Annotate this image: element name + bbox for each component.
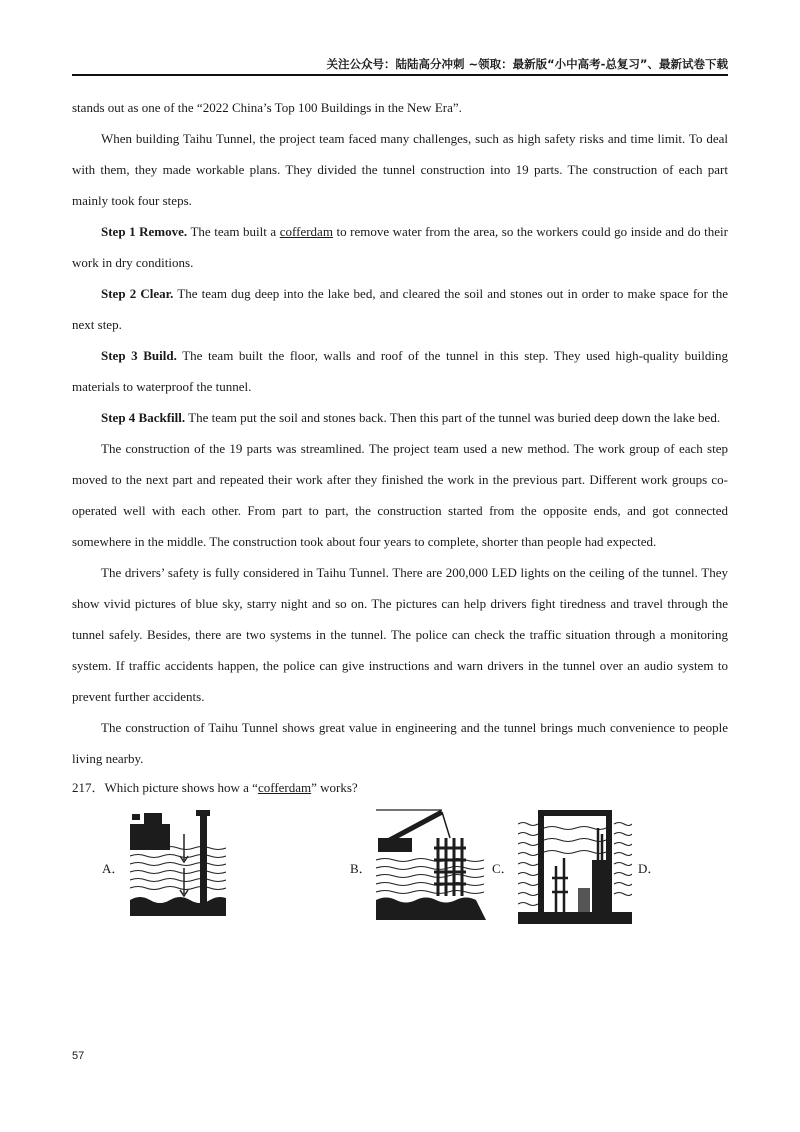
question-post: ” works? xyxy=(311,780,358,795)
page-header xyxy=(72,56,728,76)
step2-label: Step 2 Clear. xyxy=(101,286,174,301)
paragraph-step1 xyxy=(72,216,728,278)
paragraph-step4 xyxy=(72,402,728,433)
header-text: 关注公众号：陆陆高分冲刺 ~领取：最新版“小中高考-总复习”、最新试卷下载 xyxy=(326,57,728,71)
question-number: 217． xyxy=(72,780,105,795)
option-c-label[interactable]: C． xyxy=(492,861,514,876)
step4-label: Step 4 Backfill. xyxy=(101,410,186,425)
paragraph-step2 xyxy=(72,278,728,340)
option-a-label[interactable]: A． xyxy=(102,861,125,876)
step1-pre: The team built a xyxy=(187,224,280,239)
step4-text: The team put the soil and stones back. Then this part of the tunnel was buried deep down the lake bed. xyxy=(185,410,721,425)
paragraph-continued: stands out as one of the “2022 China’s Top 100 Buildings in the New Era”. xyxy=(72,100,462,115)
question-217 xyxy=(72,774,728,802)
step1-label: Step 1 Remove. xyxy=(101,224,188,239)
step2-text: The team dug deep into the lake bed, and cleared the soil and stones out in order to make space for the next step. xyxy=(72,286,729,332)
passage-content xyxy=(72,92,728,936)
step3-text: The team built the floor, walls and roof of the tunnel in this step. They used high-quality building materials to waterproof the tunnel. xyxy=(72,348,728,394)
step1-underlined-word: cofferdam xyxy=(279,224,333,239)
answer-options xyxy=(72,806,728,936)
paragraph-safety: The drivers’ safety is fully considered in Taihu Tunnel. There are 200,000 LED lights on the ceiling of the tunnel. They show vivid pictures of blue sky, starry night and so on. The pictures can help drivers fight tiredness and travel through the tunnel safely. Besides, there are two systems in the tunnel. The police can check the traffic situation through a monitoring system. If traffic accidents happen, the police can give instructions and warn drivers in the tunnel over an audio system to prevent further accidents. xyxy=(72,565,728,704)
step3-label: Step 3 Build. xyxy=(101,348,177,363)
option-b-label[interactable]: B． xyxy=(350,861,372,876)
option-c-picture[interactable] xyxy=(518,808,632,924)
question-pre: Which picture shows how a “ xyxy=(104,780,258,795)
question-underlined-word: cofferdam xyxy=(257,780,312,795)
paragraph-streamlined: The construction of the 19 parts was streamlined. The project team used a new method. The work group of each step moved to the next part and repeated their work after they finished the work in the previous part. Different work groups co-operated well with each other. From part to part, the construction started from the opposite ends, and got connected somewhere in the middle. The construction took about four years to complete, shorter than people had expected. xyxy=(72,441,728,549)
paragraph-step3 xyxy=(72,340,728,402)
option-b-picture[interactable] xyxy=(376,808,486,920)
page-number: 57 xyxy=(72,1050,85,1062)
option-a-picture[interactable] xyxy=(130,808,226,916)
paragraph-challenges: When building Taihu Tunnel, the project team faced many challenges, such as high safety risks and time limit. To deal with them, they made workable plans. They divided the tunnel construction into 19 parts. The construction of each part mainly took four steps. xyxy=(72,131,728,208)
paragraph-conclusion: The construction of Taihu Tunnel shows great value in engineering and the tunnel brings much convenience to people living nearby. xyxy=(72,720,728,766)
step1-post: to remove water from the area, so the workers could go inside and do their work in dry conditions. xyxy=(72,224,728,270)
option-d-label[interactable]: D． xyxy=(638,861,661,876)
